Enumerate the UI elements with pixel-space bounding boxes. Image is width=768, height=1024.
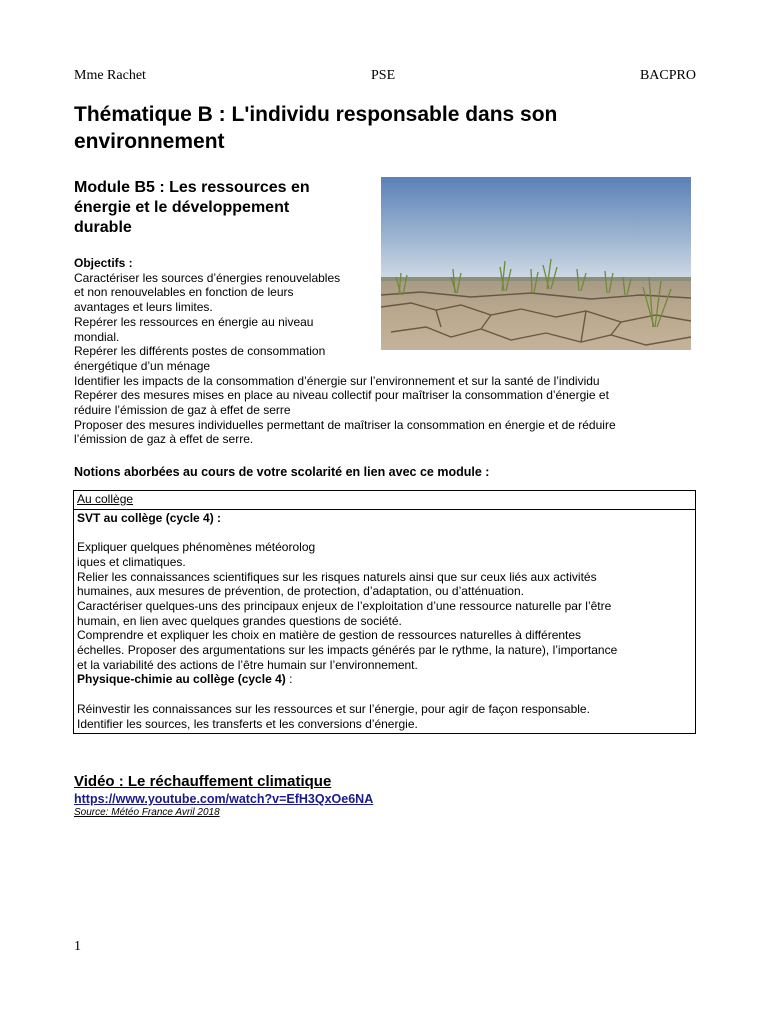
physique-line: Identifier les sources, les transferts et les conversions d’énergie. xyxy=(77,716,418,731)
header-level: BACPRO xyxy=(639,68,696,83)
svt-line: humaines, aux mesures de prévention, de protection, d’adaptation, ou d’atténuation. xyxy=(77,584,524,599)
objective-line: réduire l’émission de gaz à effet de serre xyxy=(74,403,291,418)
page-number: 1 xyxy=(74,939,81,954)
module-line: Module B5 : Les ressources en xyxy=(74,179,310,196)
svt-line: iques et climatiques. xyxy=(77,554,186,569)
physique-heading: Physique-chimie au collège (cycle 4) xyxy=(77,672,286,687)
objective-line: et non renouvelables en fonction de leurs xyxy=(74,285,294,300)
physique-heading-line xyxy=(77,672,692,687)
video-source: Source: Météo France Avril 2018 xyxy=(74,807,220,818)
physique-line: Réinvestir les connaissances sur les ressources et sur l’énergie, pour agir de façon responsable. xyxy=(77,701,590,716)
notions-table xyxy=(73,490,696,734)
header-author: Mme Rachet xyxy=(74,68,146,83)
objective-line: mondial. xyxy=(74,329,120,344)
notions-heading: Notions aborbées au cours de votre scolarité en lien avec ce module : xyxy=(74,465,490,479)
page-title xyxy=(74,101,674,155)
video-link[interactable]: https://www.youtube.com/watch?v=EfH3QxOe6NA xyxy=(74,792,374,806)
spacer xyxy=(77,525,692,540)
objective-line: Repérer les ressources en énergie au niveau xyxy=(74,314,314,329)
table-row xyxy=(74,491,696,510)
page-header xyxy=(74,68,696,86)
module-line: énergie et le développement xyxy=(74,199,290,216)
module-title xyxy=(74,178,364,238)
objectives-section xyxy=(74,256,696,447)
objectives-heading: Objectifs : xyxy=(74,256,133,270)
title-line: environnement xyxy=(74,130,225,153)
svt-heading: SVT au collège (cycle 4) : xyxy=(77,510,222,525)
svt-line: Expliquer quelques phénomènes météorolog xyxy=(77,540,316,555)
header-subject: PSE xyxy=(371,68,396,83)
objective-line: Proposer des mesures individuelles permettant de maîtriser la consommation en énergie et de réduire xyxy=(74,417,616,432)
objective-line: Repérer des mesures mises en place au niveau collectif pour maîtriser la consommation d’énergie et xyxy=(74,388,609,403)
college-cell: Au collège xyxy=(74,491,696,510)
module-line: durable xyxy=(74,219,132,236)
notions-cell xyxy=(74,509,696,734)
svt-line: Relier les connaissances scientifiques sur les risques naturels ainsi que sur ceux liés aux activités xyxy=(77,569,597,584)
svt-line: et la variabilité des actions de l’être humain sur l’environnement. xyxy=(77,657,418,672)
table-row xyxy=(74,509,696,734)
svt-line: humain, en lien avec quelques grandes questions de société. xyxy=(77,613,402,628)
svt-line: Comprendre et expliquer les choix en matière de gestion de ressources naturelles à différentes xyxy=(77,628,582,643)
objective-line: l’émission de gaz à effet de serre. xyxy=(74,432,254,447)
svt-line: échelles. Proposer des argumentations sur les impacts générés par le rythme, la nature), l’importance xyxy=(77,643,618,658)
spacer xyxy=(77,687,692,702)
physique-colon: : xyxy=(285,672,293,687)
video-title: Vidéo : Le réchauffement climatique xyxy=(74,773,332,790)
objective-line: Identifier les impacts de la consommation d’énergie sur l’environnement et sur la santé de l’individu xyxy=(74,373,600,388)
objective-line: énergétique d’un ménage xyxy=(74,358,211,373)
svt-line: Caractériser quelques-uns des principaux enjeux de l’exploitation d’une ressource naturelle par l’être xyxy=(77,598,612,613)
objective-line: avantages et leurs limites. xyxy=(74,300,213,315)
title-line: Thématique B : L'individu responsable dans son xyxy=(74,103,558,126)
objective-line: Caractériser les sources d’énergies renouvelables xyxy=(74,270,341,285)
objective-line: Repérer les différents postes de consommation xyxy=(74,344,326,359)
